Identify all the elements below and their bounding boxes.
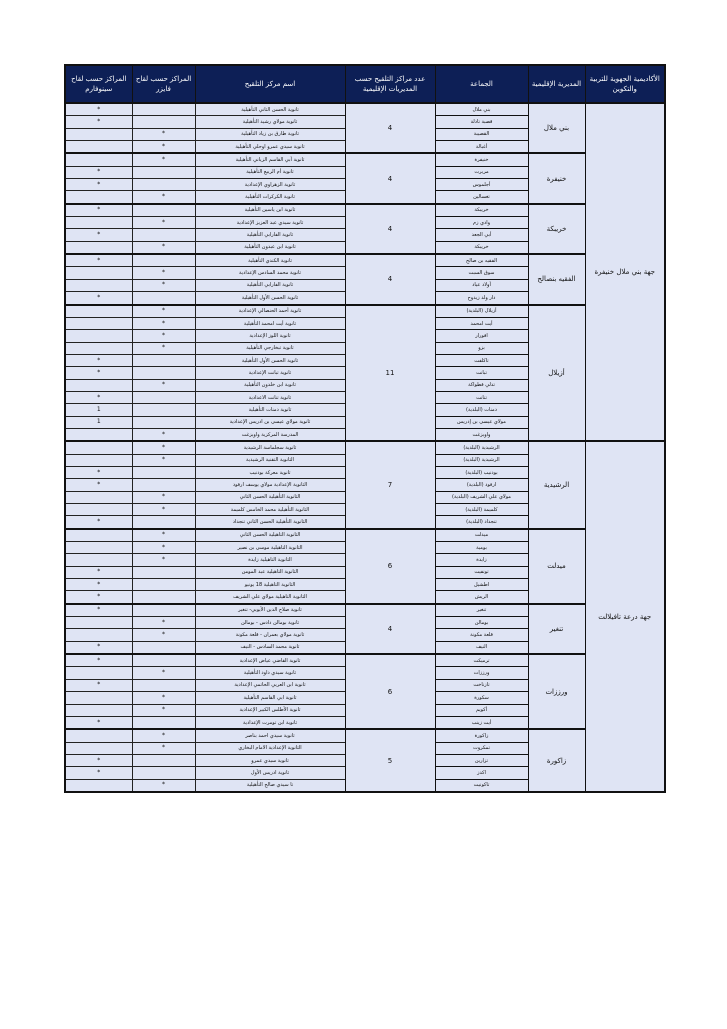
center-name-cell: المدرسة المركزية واويزغت xyxy=(195,428,345,441)
municipality-cell: تنانت xyxy=(435,391,528,403)
sinopharm-mark-cell xyxy=(65,141,132,154)
pfizer-mark-cell xyxy=(132,229,195,241)
municipality-cell: قصبة تادلة xyxy=(435,116,528,128)
municipality-cell: النيف xyxy=(435,641,528,654)
pfizer-mark-cell xyxy=(132,716,195,729)
sinopharm-mark-cell xyxy=(65,504,132,516)
pfizer-mark-cell: * xyxy=(132,742,195,754)
center-name-cell: ثانوية ابن تومرت الإعدادية xyxy=(195,716,345,729)
center-count-cell: 6 xyxy=(345,529,435,604)
sinopharm-mark-cell: * xyxy=(65,754,132,766)
sinopharm-mark-cell xyxy=(65,191,132,204)
header-municipality: الجماعة xyxy=(435,65,528,103)
center-count-cell: 7 xyxy=(345,441,435,528)
table-row xyxy=(65,654,665,667)
directorate-cell: بني ملال xyxy=(528,103,585,153)
municipality-cell: أيت امحمد xyxy=(435,317,528,329)
sinopharm-mark-cell: * xyxy=(65,516,132,529)
municipality-cell: أزيلال (البلدية) xyxy=(435,305,528,318)
center-name-cell: الثانوية التاهيلية 18 يونيو xyxy=(195,579,345,591)
sinopharm-mark-cell xyxy=(65,428,132,441)
sinopharm-mark-cell xyxy=(65,305,132,318)
pfizer-mark-cell: * xyxy=(132,779,195,792)
pfizer-mark-cell xyxy=(132,566,195,578)
pfizer-mark-cell: * xyxy=(132,617,195,629)
pfizer-mark-cell: * xyxy=(132,729,195,742)
center-name-cell: الثانوية التاهيلية مولاي علي الشريف xyxy=(195,591,345,604)
pfizer-mark-cell: * xyxy=(132,491,195,503)
sinopharm-mark-cell xyxy=(65,441,132,454)
pfizer-mark-cell xyxy=(132,116,195,128)
municipality-cell: بني ملال xyxy=(435,103,528,116)
center-name-cell: الثانوية التأهيلية الحسن الثاني xyxy=(195,491,345,503)
sinopharm-mark-cell: * xyxy=(65,367,132,379)
municipality-cell: دمنات (البلدية) xyxy=(435,404,528,416)
table-row xyxy=(65,604,665,617)
pfizer-mark-cell: * xyxy=(132,330,195,342)
center-count-cell: 4 xyxy=(345,604,435,654)
pfizer-mark-cell xyxy=(132,254,195,267)
municipality-cell: القصيبة xyxy=(435,128,528,140)
center-name-cell: ثانوية تبخارجي التأهيلية xyxy=(195,342,345,354)
header-region: الأكاديمية الجهوية للتربية والتكوين xyxy=(585,65,665,103)
center-name-cell: ثانوية سيدي احمد بناصر xyxy=(195,729,345,742)
sinopharm-mark-cell: * xyxy=(65,103,132,116)
center-name-cell: ثانوية الكركرات التأهيلية xyxy=(195,191,345,204)
sinopharm-mark-cell xyxy=(65,241,132,254)
center-name-cell: ثانوية ابن خلدون التأهيلية xyxy=(195,379,345,391)
pfizer-mark-cell xyxy=(132,354,195,366)
center-count-cell: 11 xyxy=(345,305,435,442)
sinopharm-mark-cell: * xyxy=(65,292,132,305)
municipality-cell: بودنيب (البلدية) xyxy=(435,466,528,478)
municipality-cell: تدلي فطواكة xyxy=(435,379,528,391)
pfizer-mark-cell: * xyxy=(132,191,195,204)
sinopharm-mark-cell xyxy=(65,379,132,391)
center-name-cell: ثانوية بومالن دادس - بومالن xyxy=(195,617,345,629)
sinopharm-mark-cell: * xyxy=(65,604,132,617)
municipality-cell: اطشيل xyxy=(435,579,528,591)
directorate-cell: ميدلت xyxy=(528,529,585,604)
pfizer-mark-cell xyxy=(132,604,195,617)
sinopharm-mark-cell: * xyxy=(65,179,132,191)
center-name-cell: ثانوية صلاح الدين الأيوبي- تنغير xyxy=(195,604,345,617)
directorate-cell: ورززات xyxy=(528,654,585,729)
center-name-cell: ثانوية ادريس الأول xyxy=(195,767,345,779)
center-name-cell: الثانوية التاهيلية عبد المومن xyxy=(195,566,345,578)
pfizer-mark-cell: * xyxy=(132,217,195,229)
municipality-cell: تاكونيت xyxy=(435,779,528,792)
pfizer-mark-cell: * xyxy=(132,441,195,454)
vaccination-centers-table xyxy=(64,64,666,793)
sinopharm-mark-cell xyxy=(65,330,132,342)
pfizer-mark-cell: * xyxy=(132,554,195,566)
pfizer-mark-cell: * xyxy=(132,379,195,391)
center-name-cell: ثانوية أيت امحمد التأهيلية xyxy=(195,317,345,329)
center-name-cell: الثانوية التاهيلية موسى بن نصير xyxy=(195,542,345,554)
pfizer-mark-cell: * xyxy=(132,317,195,329)
center-name-cell: ثانوية الزهراوي الإعدادية xyxy=(195,179,345,191)
table-row xyxy=(65,103,665,116)
pfizer-mark-cell xyxy=(132,179,195,191)
sinopharm-mark-cell xyxy=(65,704,132,716)
center-name-cell: ثانوية محمد السادس الإعدادية xyxy=(195,267,345,279)
pfizer-mark-cell xyxy=(132,292,195,305)
municipality-cell: تمكروت xyxy=(435,742,528,754)
header-directorate: المديرية الإقليمية xyxy=(528,65,585,103)
center-name-cell: ثانوية ابي القاسم التأهيلية xyxy=(195,692,345,704)
municipality-cell: تونفيت xyxy=(435,566,528,578)
pfizer-mark-cell: * xyxy=(132,267,195,279)
municipality-cell: افورار xyxy=(435,330,528,342)
pfizer-mark-cell xyxy=(132,516,195,529)
sinopharm-mark-cell xyxy=(65,617,132,629)
region-cell: جهة بني ملال خنيفرة xyxy=(585,103,665,441)
sinopharm-mark-cell: * xyxy=(65,479,132,491)
center-name-cell: ثانوية ابن عبدون التأهيلية xyxy=(195,241,345,254)
pfizer-mark-cell: * xyxy=(132,692,195,704)
sinopharm-mark-cell: * xyxy=(65,254,132,267)
sinopharm-mark-cell xyxy=(65,629,132,641)
center-name-cell: ثانوية الفارابي التأهيلية xyxy=(195,229,345,241)
table-row xyxy=(65,153,665,166)
municipality-cell: الفقيه بن صالح xyxy=(435,254,528,267)
directorate-cell: تنغير xyxy=(528,604,585,654)
sinopharm-mark-cell xyxy=(65,554,132,566)
municipality-cell: تنغير xyxy=(435,604,528,617)
municipality-cell: مولاي علي الشريف (البلدية) xyxy=(435,491,528,503)
municipality-cell: ورززات xyxy=(435,667,528,679)
table-row xyxy=(65,529,665,542)
municipality-cell: أيت زينب xyxy=(435,716,528,729)
sinopharm-mark-cell xyxy=(65,454,132,466)
center-name-cell: ثانوية طارق بن زياد التأهيلية xyxy=(195,128,345,140)
center-name-cell: ثانوية سجلماسة الرشيدية xyxy=(195,441,345,454)
municipality-cell: أغبالة xyxy=(435,141,528,154)
center-name-cell: الثانوية الإعدادية مولاي يوسف ارفود xyxy=(195,479,345,491)
municipality-cell: اكدز xyxy=(435,767,528,779)
center-name-cell: تا سيدي صالح التأهيلية xyxy=(195,779,345,792)
municipality-cell: خنيفرة xyxy=(435,153,528,166)
header-pfizer: المراكز حسب لقاح فايزر xyxy=(132,65,195,103)
pfizer-mark-cell xyxy=(132,466,195,478)
center-name-cell: ثانوية أبي القاسم الزياني التأهيلية xyxy=(195,153,345,166)
sinopharm-mark-cell xyxy=(65,128,132,140)
municipality-cell: سوق السبت xyxy=(435,267,528,279)
table-row xyxy=(65,204,665,217)
center-name-cell: ثانوية سيدي عمرو اوحلي التأهيلية xyxy=(195,141,345,154)
sinopharm-mark-cell xyxy=(65,729,132,742)
sinopharm-mark-cell xyxy=(65,529,132,542)
pfizer-mark-cell xyxy=(132,416,195,428)
pfizer-mark-cell xyxy=(132,579,195,591)
sinopharm-mark-cell xyxy=(65,667,132,679)
header-sinopharm: المراكز حسب لقاح سينوفارم xyxy=(65,65,132,103)
center-name-cell: الثانوية التأهيلية محمد الخامس كلميمة xyxy=(195,504,345,516)
municipality-cell: تازناخت xyxy=(435,679,528,691)
header-count: عدد مراكز التلقيح حسب المديريات الإقليمية xyxy=(345,65,435,103)
pfizer-mark-cell: * xyxy=(132,305,195,318)
pfizer-mark-cell xyxy=(132,166,195,178)
center-name-cell: ثانوية تنانت الاعدادية xyxy=(195,391,345,403)
pfizer-mark-cell: * xyxy=(132,241,195,254)
sinopharm-mark-cell xyxy=(65,267,132,279)
center-name-cell: الثانوية الإعدادية الامام البخاري xyxy=(195,742,345,754)
municipality-cell: تبانت xyxy=(435,367,528,379)
sinopharm-mark-cell xyxy=(65,153,132,166)
pfizer-mark-cell: * xyxy=(132,153,195,166)
municipality-cell: أولاد عياد xyxy=(435,279,528,291)
center-name-cell: ثانوية دمنات التأهيلية xyxy=(195,404,345,416)
pfizer-mark-cell xyxy=(132,767,195,779)
pfizer-mark-cell xyxy=(132,754,195,766)
table-row xyxy=(65,441,665,454)
municipality-cell: وادي زم xyxy=(435,217,528,229)
pfizer-mark-cell: * xyxy=(132,529,195,542)
region-cell: جهة درعة تافيلالت xyxy=(585,441,665,792)
directorate-cell: الرشيدية xyxy=(528,441,585,528)
center-name-cell: ثانوية محمد السادس - النيف xyxy=(195,641,345,654)
pfizer-mark-cell: * xyxy=(132,128,195,140)
sinopharm-mark-cell: * xyxy=(65,579,132,591)
center-name-cell: ثانوية سيدي داود التأهيلية xyxy=(195,667,345,679)
center-name-cell: ثانوية مولاي رشيد التأهيلية xyxy=(195,116,345,128)
sinopharm-mark-cell: * xyxy=(65,204,132,217)
pfizer-mark-cell xyxy=(132,591,195,604)
sinopharm-mark-cell xyxy=(65,217,132,229)
table-row xyxy=(65,729,665,742)
header-center: اسم مركز التلقيح xyxy=(195,65,345,103)
municipality-cell: كلميمة (البلدية) xyxy=(435,504,528,516)
municipality-cell: أبي الجعد xyxy=(435,229,528,241)
municipality-cell: مولاي عيسى بن إدريس xyxy=(435,416,528,428)
municipality-cell: بومالن xyxy=(435,617,528,629)
center-count-cell: 4 xyxy=(345,254,435,304)
sinopharm-mark-cell: * xyxy=(65,391,132,403)
table-row xyxy=(65,305,665,318)
pfizer-mark-cell: * xyxy=(132,542,195,554)
sinopharm-mark-cell: 1 xyxy=(65,416,132,428)
directorate-cell: خنيفرة xyxy=(528,153,585,203)
center-name-cell: الثانوية التاهيلية زايدة xyxy=(195,554,345,566)
municipality-cell: مريرت xyxy=(435,166,528,178)
pfizer-mark-cell xyxy=(132,654,195,667)
header-row xyxy=(65,65,665,103)
center-name-cell: الثانوية التقنية الرشيدية xyxy=(195,454,345,466)
sinopharm-mark-cell xyxy=(65,779,132,792)
municipality-cell: بومية xyxy=(435,542,528,554)
municipality-cell: الرشيدية (البلدية) xyxy=(435,441,528,454)
pfizer-mark-cell xyxy=(132,391,195,403)
center-name-cell: ثانوية أم الربيع التأهيلية xyxy=(195,166,345,178)
pfizer-mark-cell xyxy=(132,103,195,116)
pfizer-mark-cell: * xyxy=(132,629,195,641)
municipality-cell: تنجداد (البلدية) xyxy=(435,516,528,529)
center-name-cell: ثانوية اللوز الإعدادية xyxy=(195,330,345,342)
sinopharm-mark-cell xyxy=(65,279,132,291)
sinopharm-mark-cell: * xyxy=(65,166,132,178)
municipality-cell: تاكلفت xyxy=(435,354,528,366)
sinopharm-mark-cell: * xyxy=(65,716,132,729)
center-name-cell: ثانوية تبانت الإعدادية xyxy=(195,367,345,379)
sinopharm-mark-cell: * xyxy=(65,466,132,478)
municipality-cell: ميدلت xyxy=(435,529,528,542)
sinopharm-mark-cell: * xyxy=(65,654,132,667)
table-body xyxy=(65,103,665,792)
center-name-cell: ثانوية سيدي عمرو xyxy=(195,754,345,766)
pfizer-mark-cell xyxy=(132,479,195,491)
municipality-cell: واويزغت xyxy=(435,428,528,441)
center-count-cell: 6 xyxy=(345,654,435,729)
center-count-cell: 5 xyxy=(345,729,435,792)
center-name-cell: ثانوية الأطلس الكبير الإعدادية xyxy=(195,704,345,716)
municipality-cell: زايدة xyxy=(435,554,528,566)
pfizer-mark-cell: * xyxy=(132,454,195,466)
sinopharm-mark-cell: * xyxy=(65,354,132,366)
sinopharm-mark-cell: * xyxy=(65,767,132,779)
center-count-cell: 4 xyxy=(345,103,435,153)
pfizer-mark-cell xyxy=(132,641,195,654)
municipality-cell: الريش xyxy=(435,591,528,604)
municipality-cell: سكورة xyxy=(435,692,528,704)
pfizer-mark-cell xyxy=(132,404,195,416)
center-name-cell: ثانوية الكندي التأهيلية xyxy=(195,254,345,267)
municipality-cell: ترميكت xyxy=(435,654,528,667)
sinopharm-mark-cell xyxy=(65,491,132,503)
center-name-cell: ثانوية القاضي عياض الإعدادية xyxy=(195,654,345,667)
center-name-cell: الثانوية التاهيلية الحسن الثاني xyxy=(195,529,345,542)
municipality-cell: ارفود (البلدية) xyxy=(435,479,528,491)
directorate-cell: خريبكة xyxy=(528,204,585,254)
municipality-cell: زاكورة xyxy=(435,729,528,742)
center-name-cell: ثانوية الفارابي التأهيلية xyxy=(195,279,345,291)
center-name-cell: ثانوية سيدي عبد العزيز الإعدادية xyxy=(195,217,345,229)
pfizer-mark-cell: * xyxy=(132,504,195,516)
pfizer-mark-cell: * xyxy=(132,141,195,154)
pfizer-mark-cell xyxy=(132,367,195,379)
municipality-cell: دار ولد زيدوح xyxy=(435,292,528,305)
center-count-cell: 4 xyxy=(345,204,435,254)
municipality-cell: أكويم xyxy=(435,704,528,716)
sinopharm-mark-cell: * xyxy=(65,229,132,241)
table-row xyxy=(65,254,665,267)
center-name-cell: ثانوية مولاي عيسى بن ادريس الإعدادية xyxy=(195,416,345,428)
municipality-cell: خريبكة xyxy=(435,204,528,217)
sinopharm-mark-cell: * xyxy=(65,116,132,128)
municipality-cell: تزارين xyxy=(435,754,528,766)
municipality-cell: بزو xyxy=(435,342,528,354)
center-name-cell: ثانوية ابن العربي الحاتمي الإعدادية xyxy=(195,679,345,691)
center-name-cell: ثانوية الحسن الأول التأهيلية xyxy=(195,354,345,366)
center-count-cell: 4 xyxy=(345,153,435,203)
pfizer-mark-cell xyxy=(132,679,195,691)
center-name-cell: ثانوية ابن ياسين التأهيلية xyxy=(195,204,345,217)
pfizer-mark-cell: * xyxy=(132,342,195,354)
center-name-cell: ثانوية الحسن الأول التأهيلية xyxy=(195,292,345,305)
center-name-cell: ثانوية مولاي بعمران - قلعة مكونة xyxy=(195,629,345,641)
sinopharm-mark-cell: * xyxy=(65,566,132,578)
pfizer-mark-cell: * xyxy=(132,704,195,716)
sinopharm-mark-cell xyxy=(65,742,132,754)
directorate-cell: أزيلال xyxy=(528,305,585,442)
sinopharm-mark-cell: * xyxy=(65,591,132,604)
pfizer-mark-cell xyxy=(132,204,195,217)
sinopharm-mark-cell xyxy=(65,342,132,354)
sinopharm-mark-cell: * xyxy=(65,641,132,654)
directorate-cell: زاكورة xyxy=(528,729,585,792)
municipality-cell: خريبكة xyxy=(435,241,528,254)
pfizer-mark-cell: * xyxy=(132,428,195,441)
municipality-cell: قلعة مكونة xyxy=(435,629,528,641)
sinopharm-mark-cell: 1 xyxy=(65,404,132,416)
pfizer-mark-cell: * xyxy=(132,667,195,679)
pfizer-mark-cell: * xyxy=(132,279,195,291)
sinopharm-mark-cell xyxy=(65,542,132,554)
center-name-cell: ثانوية أحمد الحنصالي الإعدادية xyxy=(195,305,345,318)
sinopharm-mark-cell: * xyxy=(65,679,132,691)
sinopharm-mark-cell xyxy=(65,317,132,329)
municipality-cell: أجلموس xyxy=(435,179,528,191)
center-name-cell: ثانوية معركة بودنيب xyxy=(195,466,345,478)
sinopharm-mark-cell xyxy=(65,692,132,704)
center-name-cell: ثانوية الحسن الثاني التأهيلية xyxy=(195,103,345,116)
directorate-cell: الفقيه بنصالح xyxy=(528,254,585,304)
municipality-cell: الرشيدية (البلدية) xyxy=(435,454,528,466)
center-name-cell: الثانوية التأهيلية الحسن الثاني تنجداد xyxy=(195,516,345,529)
municipality-cell: تغسالين xyxy=(435,191,528,204)
